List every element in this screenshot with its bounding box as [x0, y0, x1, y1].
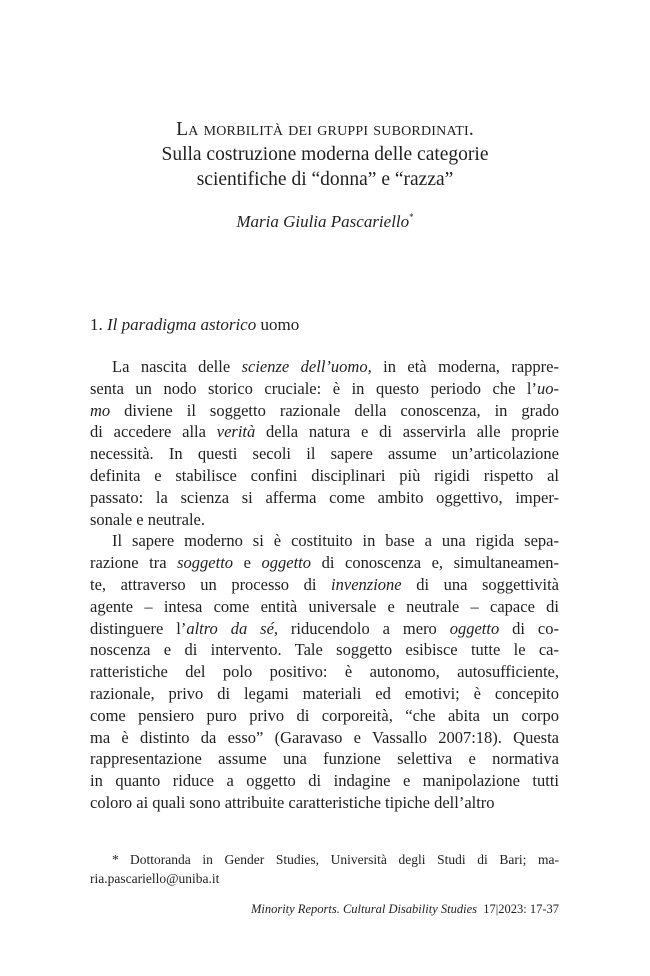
text-run: ratteristiche del polo positivo: è autonomo, autosufficiente, — [90, 662, 559, 682]
paragraph-1-line — [90, 378, 559, 400]
text-run: di conoscenza e, simultaneamen- — [311, 553, 560, 573]
section-number: 1. — [90, 315, 103, 334]
text-run: di una soggettività — [401, 574, 559, 594]
italic-text: oggetto — [449, 618, 500, 638]
paragraph-1-line — [90, 400, 559, 422]
text-run: sonale e neutrale. — [90, 509, 205, 529]
section-title-italic: Il paradigma astorico — [107, 315, 257, 334]
text-run: agente – intesa come entità universale e neutrale – capace di — [90, 596, 559, 616]
text-run: ma è distinto da esso” (Garavaso e Vassallo 2007:18). Questa — [90, 727, 559, 747]
journal-name: Minority Reports. Cultural Disability Studies — [250, 902, 477, 916]
paragraph-1-line — [90, 465, 559, 487]
paragraph-2-line — [90, 639, 559, 661]
section-title-rest: uomo — [260, 315, 300, 334]
text-run: rappresentazione assume una funzione selettiva e normativa — [90, 749, 559, 769]
text-run: , riducendolo a mero — [273, 618, 450, 638]
footnote-line-1 — [90, 850, 559, 869]
footnote-line-2: ria.pascariello@uniba.it — [90, 871, 220, 886]
footnote-mark: * — [112, 852, 119, 867]
text-run: te, attraverso un processo di — [90, 574, 332, 594]
italic-text: invenzione — [331, 574, 402, 594]
text-run: in quanto riduce a oggetto di indagine e manipolazione tutti — [90, 771, 559, 791]
text-run: razionale, privo di legami materiali ed emotivi; è concepito — [90, 683, 559, 703]
italic-text: soggetto — [177, 553, 234, 573]
footnote — [90, 850, 559, 888]
paragraph-2-line — [90, 727, 559, 749]
paragraph-1-line — [90, 487, 559, 509]
italic-text: uo- — [537, 378, 559, 398]
text-run: passato: la scienza si afferma come ambito oggettivo, imper- — [90, 487, 559, 507]
body-text — [90, 356, 559, 814]
text-run: come pensiero puro privo di corporeità, “che abita un corpo — [90, 705, 559, 725]
text-run: coloro ai quali sono attribuite caratteristiche tipiche dell’altro — [90, 792, 495, 812]
paragraph-2-line — [90, 661, 559, 683]
text-run: diviene il soggetto razionale della conoscenza, in grado — [110, 400, 559, 420]
footnote-text-1: Dottoranda in Gender Studies, Università degli Studi di Bari; ma- — [130, 852, 559, 867]
text-run: necessità. In questi secoli il sapere assume un’articolazione — [90, 444, 559, 464]
text-run: di co- — [499, 618, 559, 638]
paragraph-2-line — [90, 770, 559, 792]
italic-text: mo — [90, 400, 111, 420]
paragraph-1-line — [90, 356, 559, 378]
author-line — [80, 212, 570, 232]
italic-text: altro da sé — [186, 618, 274, 638]
author-name: Maria Giulia Pascariello — [236, 212, 410, 231]
paragraph-2-line — [90, 748, 559, 770]
paragraph-2-line — [90, 574, 559, 596]
text-run: in età moderna, rappre- — [371, 357, 559, 376]
title-line-3: scientifiche di “donna” e “razza” — [196, 169, 454, 190]
paragraph-2-line — [90, 530, 559, 552]
text-run: senta un nodo storico cruciale: è in questo periodo che l’ — [90, 378, 537, 398]
title-line-1: La morbilità dei gruppi subordinati. — [176, 119, 474, 140]
paragraph-1-line — [90, 421, 559, 443]
text-run: di accedere alla — [90, 422, 217, 442]
text-run: e — [233, 553, 262, 573]
text-run: noscenza e di intervento. Tale soggetto esibisce tutte le ca- — [90, 640, 559, 660]
text-run: della natura e di asservirla alle proprie — [255, 422, 559, 442]
article-title — [80, 117, 570, 192]
text-run: definita e stabilisce confini disciplinari più rigidi rispetto al — [90, 465, 559, 485]
italic-text: oggetto — [261, 553, 312, 573]
running-footer — [251, 902, 559, 917]
paragraph-2-line — [90, 552, 559, 574]
paragraph-2-line — [90, 618, 559, 640]
paragraph-1-line — [90, 443, 559, 465]
paragraph-2-line — [90, 683, 559, 705]
italic-text: scienze dell’uomo, — [241, 357, 372, 376]
paragraph-2-line — [90, 792, 559, 814]
paragraph-2-line — [90, 596, 559, 618]
italic-text: verità — [216, 422, 256, 442]
author-footnote-mark: * — [409, 212, 414, 222]
journal-issue-pages: 17|2023: 17-37 — [483, 902, 559, 916]
paragraph-1-line — [90, 509, 559, 531]
section-heading — [90, 315, 299, 335]
text-run: distinguere l’ — [90, 618, 187, 638]
title-line-2: Sulla costruzione moderna delle categorie — [161, 144, 489, 165]
paragraph-2-line — [90, 705, 559, 727]
text-run: Il sapere moderno si è costituito in base a una rigida sepa- — [112, 531, 559, 551]
text-run: La nascita delle — [112, 357, 242, 376]
text-run: razione tra — [90, 553, 178, 573]
